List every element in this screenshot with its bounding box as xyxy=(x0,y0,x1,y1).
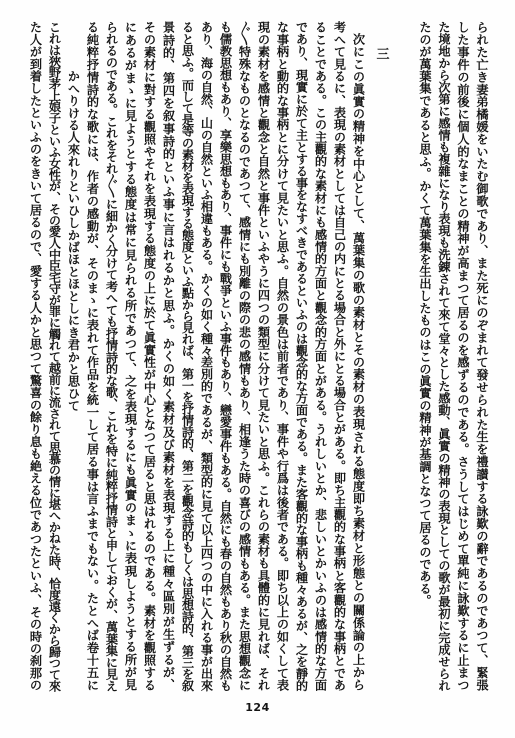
column-text: た人が到着したといふのをきいて居るので、愛する人かと思つて驚喜の餘り息も絶える位であつたといふ、その時の刹那の xyxy=(28,21,43,692)
column-text: その素材に對する觀照やそれを表現する態度の上に於て眞實性が中心となつて居ると思はれるのである。素材を觀照する xyxy=(142,21,157,691)
text-column xyxy=(472,21,491,691)
text-column xyxy=(216,21,235,691)
column-text: 考へて見るに、表現の素材としては自己の内にとる場合と外にとる場合とがある。即ち主觀的な事柄と客觀的な事柄とであ xyxy=(332,21,347,692)
text-column xyxy=(254,21,273,691)
column-text: これは狹野茅上娘子といふ女性が、その愛人中臣宅守が罪に觸れて越前に流されて思慕の情に堪へかねた時、恰度遠くから歸つて來 xyxy=(47,21,62,691)
column-text: られるのである。これをそれ〴〵に細かく分けて考へても抒情詩的な歌、これを特に純粹抒情詩と申しておくが、萬葉集に見え xyxy=(104,21,119,692)
text-column xyxy=(121,21,140,691)
column-text: 現の素材を感情と觀念と自然と事件といふやうに四つの類型に分けて見たいと思ふ。これらの素材も具體的に見れば、それ xyxy=(256,21,271,692)
column-text: ることである。この主觀的な素材にも感情的方面と觀念的方面とがある。うれしいとか、悲しいとかいふのは感情的な方面 xyxy=(313,21,328,692)
text-column xyxy=(292,21,311,691)
column-text: たのが萬葉集であると思ふ。かくて萬葉集を生出したものはこの眞實の精神が基調となつて居るのである。 xyxy=(418,21,432,607)
column-text: ると思ふ。而して是等の素材を表現する態度といふ點から見れば、第一を抒情詩的、第二を觀念詩的もしくは思想詩的、第三を叙 xyxy=(180,21,195,691)
column-text: る純粹抒情詩的な歌には、作者の感動が、そのまゝに表れて作品を統一して居る事は言ふまでもない。たとへば卷十五に xyxy=(85,21,100,691)
text-column xyxy=(140,21,159,691)
text-column xyxy=(197,21,216,691)
text-column xyxy=(45,21,64,691)
text-column xyxy=(415,21,434,691)
text-column xyxy=(235,21,254,691)
column-text: な事柄と動的な事柄とに分けて見たいと思ふ。自然の景色は前者であり、事件や行爲は後者である。即ち以上の如くして表 xyxy=(275,21,290,692)
column-text: であり、現實に於て主とする事をなすべきであるといふのは觀念的な方面である。また客觀的な事柄も種々あるが、之を靜的 xyxy=(294,21,309,691)
section-number: 三 xyxy=(373,47,389,60)
poem-column xyxy=(64,21,83,691)
column-text: あり、海の自然、山の自然といふ相違もある。かくの如く種々差別的であるが、類型的に見て以上四つの中に入れる事が出來 xyxy=(199,21,214,691)
text-column xyxy=(330,21,349,691)
section-heading xyxy=(368,21,416,691)
text-column xyxy=(311,21,330,691)
column-text: した事件の前後に個人的なまことの精神が高まつて居るのを感ずるのである。さうしてはじめて單純に詠歎するに止まつ xyxy=(456,21,470,691)
text-column xyxy=(349,21,368,691)
text-column xyxy=(26,21,45,691)
text-column xyxy=(159,21,178,691)
text-column xyxy=(178,21,197,691)
column-text: にあるがまゝに見ようとする態度は常に見られる所であつて、之を表現するにも眞實のまゝに表現しようとする所が見 xyxy=(123,21,138,691)
column-text: 景詩的、第四を叙事詩的といふ事に言はれるかと思ふ。かくの如く素材及び素材を表現する上に種々區別が生ずるが、 xyxy=(161,21,176,691)
page-number: 124 xyxy=(245,701,270,714)
text-column xyxy=(102,21,121,691)
text-column xyxy=(83,21,102,691)
text-column xyxy=(273,21,292,691)
column-text: られた亡き妻弟橘媛をいたむ御歌であり、また死にのぞまれて發せられた生を禮讃する詠歎の辭であるのであつて、緊張 xyxy=(475,21,489,691)
column-text: も儒教思想もあり、享樂思想もあり、事件にも戰爭といふ事件もあり、戀愛事件もある。自然にも春の自然もあり秋の自然も xyxy=(218,21,233,691)
column-text: 〴〵特殊なものとなるのであつて、感情にも別離の際の悲の感情もあり、相逢うた時の喜びの感情もある。また思想觀念に xyxy=(237,21,252,692)
text-column xyxy=(453,21,472,691)
text-column xyxy=(434,21,453,691)
column-text: た境地から次第に感情も複雜になり表現も洗錬されて來て堂々とした感動、眞實の精神の表現としての歌が最初に完成せられ xyxy=(437,21,451,691)
poem-text: かへりける人來れりといひしかばほとほとしにき君かと思ひて xyxy=(66,70,81,412)
vertical-text-block xyxy=(26,21,492,691)
column-text: 次にこの眞實の精神を中心として、萬葉集の歌の素材とその素材の表現される態度即ち素材と形態との關係論の上から xyxy=(351,33,366,691)
